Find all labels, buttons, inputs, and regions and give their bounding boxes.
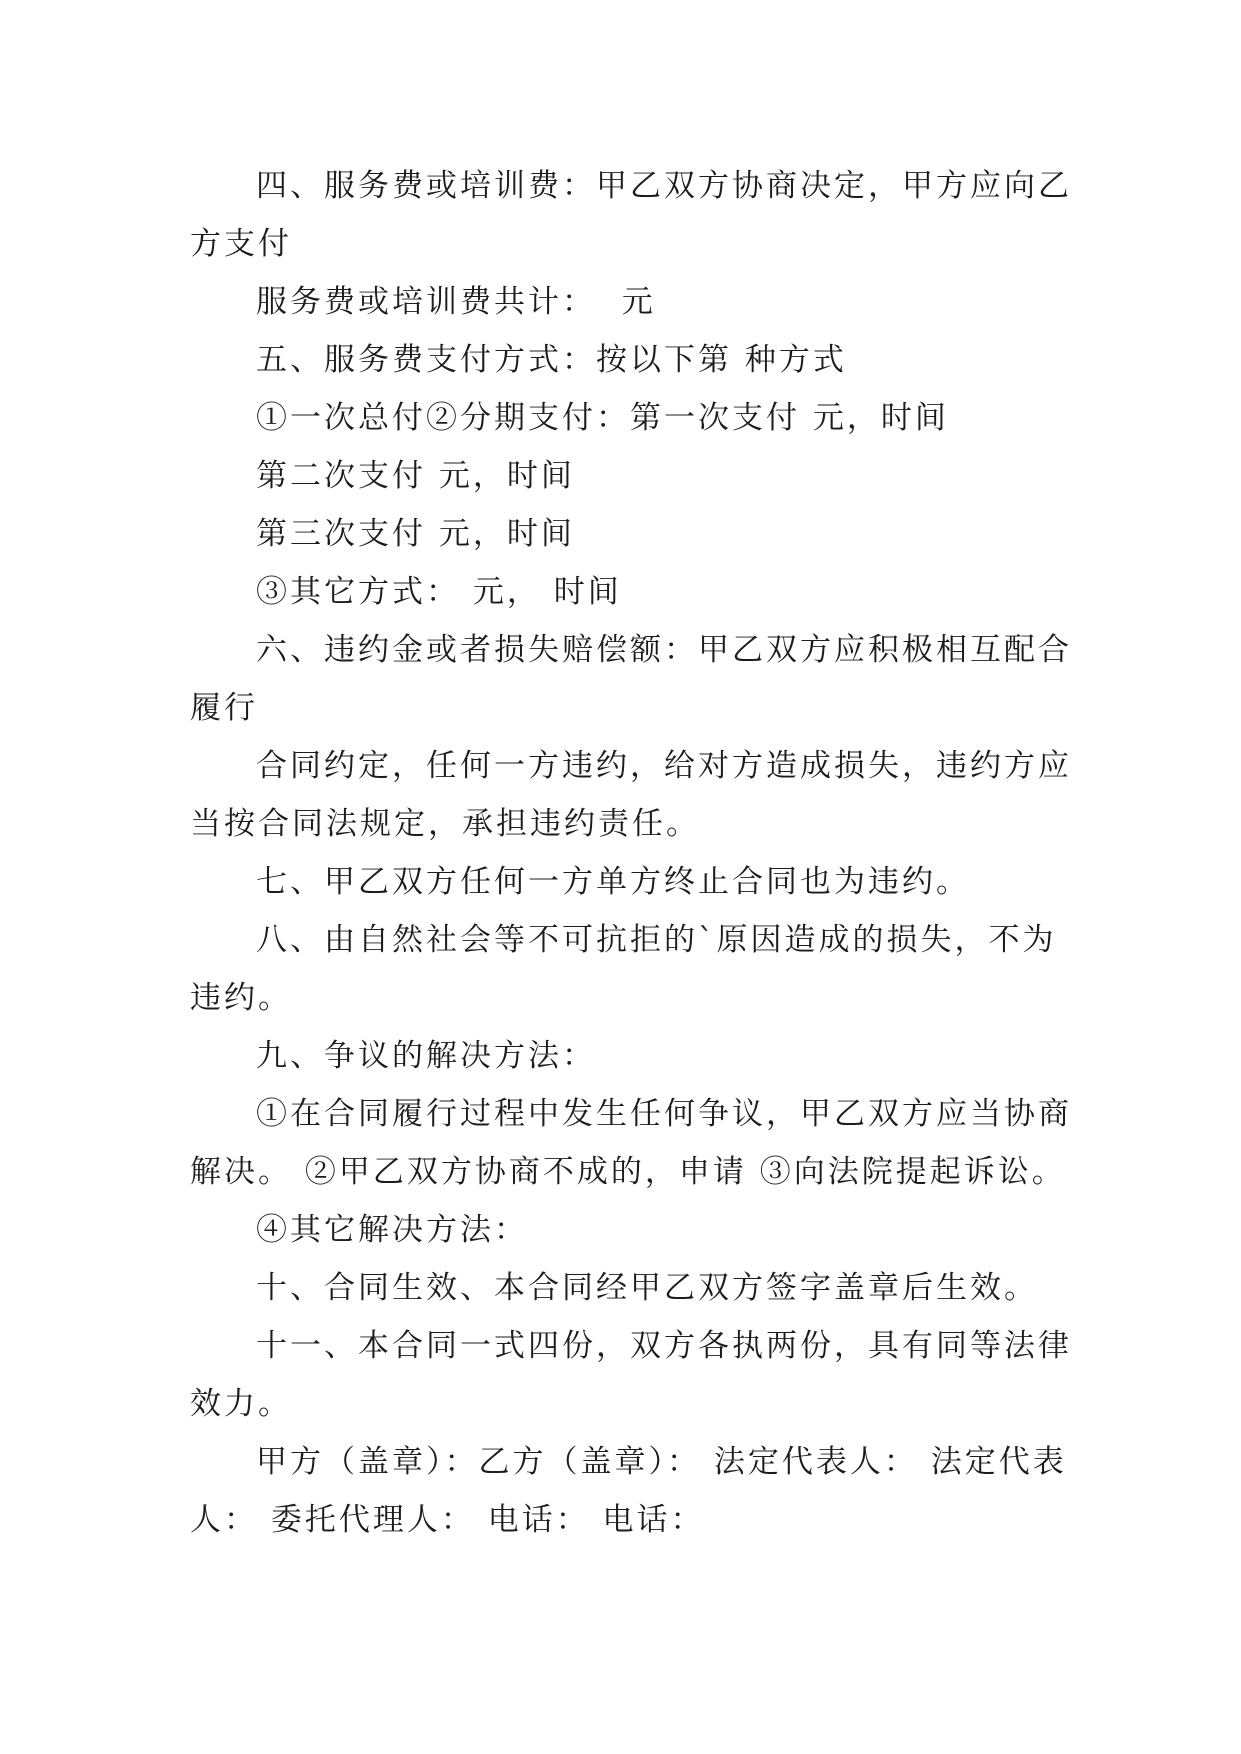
- text-line: 七、甲乙双方任何一方单方终止合同也为违约。: [256, 864, 970, 900]
- text-line: ①一次总付②分期支付：第一次支付 元，时间: [256, 400, 949, 436]
- text-line: 方支付: [190, 226, 292, 262]
- text-line: 违约。: [190, 980, 292, 1016]
- text-line: 甲方（盖章）：乙方（盖章）： 法定代表人： 法定代表: [256, 1444, 1067, 1480]
- text-line: ④其它解决方法：: [256, 1212, 528, 1248]
- text-line: 第三次支付 元，时间: [256, 516, 575, 552]
- text-line: 效力。: [190, 1386, 292, 1422]
- text-line: 合同约定，任何一方违约，给对方造成损失，违约方应: [256, 748, 1072, 784]
- text-line: 人： 委托代理人： 电话： 电话：: [190, 1502, 705, 1538]
- text-line: 当按合同法规定，承担违约责任。: [190, 806, 700, 842]
- text-line: 四、服务费或培训费：甲乙双方协商决定，甲方应向乙: [256, 168, 1072, 204]
- text-line: 六、违约金或者损失赔偿额：甲乙双方应积极相互配合: [256, 632, 1072, 668]
- text-line: 履行: [190, 690, 258, 726]
- text-line: 第二次支付 元，时间: [256, 458, 575, 494]
- text-line: 九、争议的解决方法：: [256, 1038, 596, 1074]
- text-line: 十一、本合同一式四份，双方各执两份，具有同等法律: [256, 1328, 1072, 1364]
- text-line: ①在合同履行过程中发生任何争议，甲乙双方应当协商: [256, 1096, 1072, 1132]
- text-line: 五、服务费支付方式：按以下第 种方式: [256, 342, 847, 378]
- document-body: [190, 157, 1070, 1549]
- text-line: 十、合同生效、本合同经甲乙双方签字盖章后生效。: [256, 1270, 1038, 1306]
- text-line: ③其它方式： 元， 时间: [256, 574, 622, 610]
- text-line: 解决。 ②甲乙双方协商不成的，申请 ③向法院提起诉讼。: [190, 1154, 1066, 1190]
- text-line: 八、由自然社会等不可抗拒的`原因造成的损失，不为: [256, 922, 1057, 958]
- text-line: 服务费或培训费共计： 元: [256, 284, 656, 320]
